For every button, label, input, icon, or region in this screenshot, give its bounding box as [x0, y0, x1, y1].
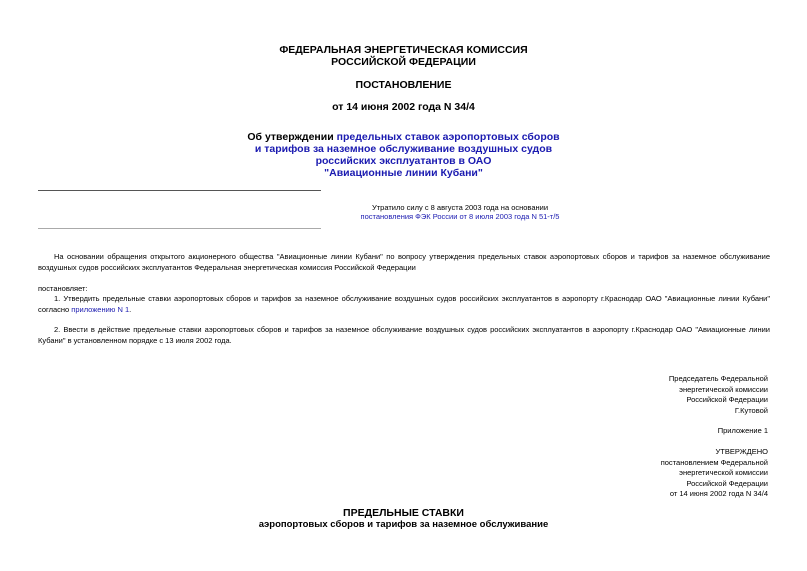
approved-by-1: постановлением Федеральной [660, 457, 768, 467]
signature-line-3: Российской Федерации [686, 395, 768, 405]
item-2-paragraph: 2. Ввести в действие предельные ставки аэропортовых сборов и тарифов за наземное обслуживание воздушных судов российских эксплуатантов в аэропорту г.Краснодар ОАО "Авиационные линии Кубани" в установленном порядке с 13 июля 2002 года. [38, 325, 770, 345]
signature-line-1: Председатель Федеральной [668, 374, 768, 383]
approval-block [661, 447, 768, 500]
document-type: ПОСТАНОВЛЕНИЕ [355, 79, 452, 91]
subject-link-line-3[interactable]: российских эксплуатантов в ОАО [315, 155, 492, 167]
status-note: Утратило силу с 8 августа 2003 года на основании [371, 203, 549, 212]
divider-top [38, 190, 321, 191]
document-subject [0, 131, 807, 179]
approved-by-3: Российской Федерации [686, 478, 768, 488]
appendix-1-link[interactable]: приложению N 1 [71, 305, 130, 314]
signature-line-2: энергетической комиссии [679, 384, 768, 394]
item-1-end: . [129, 305, 132, 314]
subject-link-line-1[interactable]: предельных ставок аэропортовых сборов [336, 131, 560, 143]
signature-block [669, 374, 768, 416]
subject-prefix: Об утверждении [247, 131, 337, 143]
agency-name [0, 44, 807, 68]
status-link[interactable]: постановления ФЭК России от 8 июля 2003 года N 51-т/5 [360, 212, 560, 221]
subject-link-line-2[interactable]: и тарифов за наземное обслуживание воздушных судов [254, 143, 553, 155]
subject-link-line-4[interactable]: "Авиационные линии Кубани" [324, 167, 483, 179]
appendix-title: ПРЕДЕЛЬНЫЕ СТАВКИ [343, 507, 464, 519]
item-1-paragraph [38, 293, 770, 315]
appendix-subtitle: аэропортовых сборов и тарифов за наземное обслуживание [258, 519, 549, 530]
approved-by-2: энергетической комиссии [679, 468, 768, 478]
resolves-label: постановляет: [38, 284, 88, 293]
signature-name: Г.Кутовой [734, 405, 768, 415]
document-date: от 14 июня 2002 года N 34/4 [332, 101, 475, 113]
agency-line-1: ФЕДЕРАЛЬНАЯ ЭНЕРГЕТИЧЕСКАЯ КОМИССИЯ [279, 44, 528, 56]
appendix-label: Приложение 1 [717, 426, 768, 435]
item-1-text: 1. Утвердить предельные ставки аэропортовых сборов и тарифов за наземное обслуживание воздушных судов российских эксплуатантов в аэропорту г.Краснодар ОАО "Авиационные линии Кубани" согласно [38, 294, 770, 314]
agency-line-2: РОССИЙСКОЙ ФЕДЕРАЦИИ [331, 56, 476, 68]
approved-date: от 14 июня 2002 года N 34/4 [669, 489, 768, 499]
approved-label: УТВЕРЖДЕНО [715, 447, 768, 456]
intro-paragraph: На основании обращения открытого акционерного общества "Авиационные линии Кубани" по вопросу утверждения предельных ставок аэропортовых сборов и тарифов за наземное обслуживание воздушных судов российских эксплуатантов Федеральная энергетическая комиссия Российской Федерации [38, 252, 770, 272]
divider-bottom [38, 228, 321, 229]
